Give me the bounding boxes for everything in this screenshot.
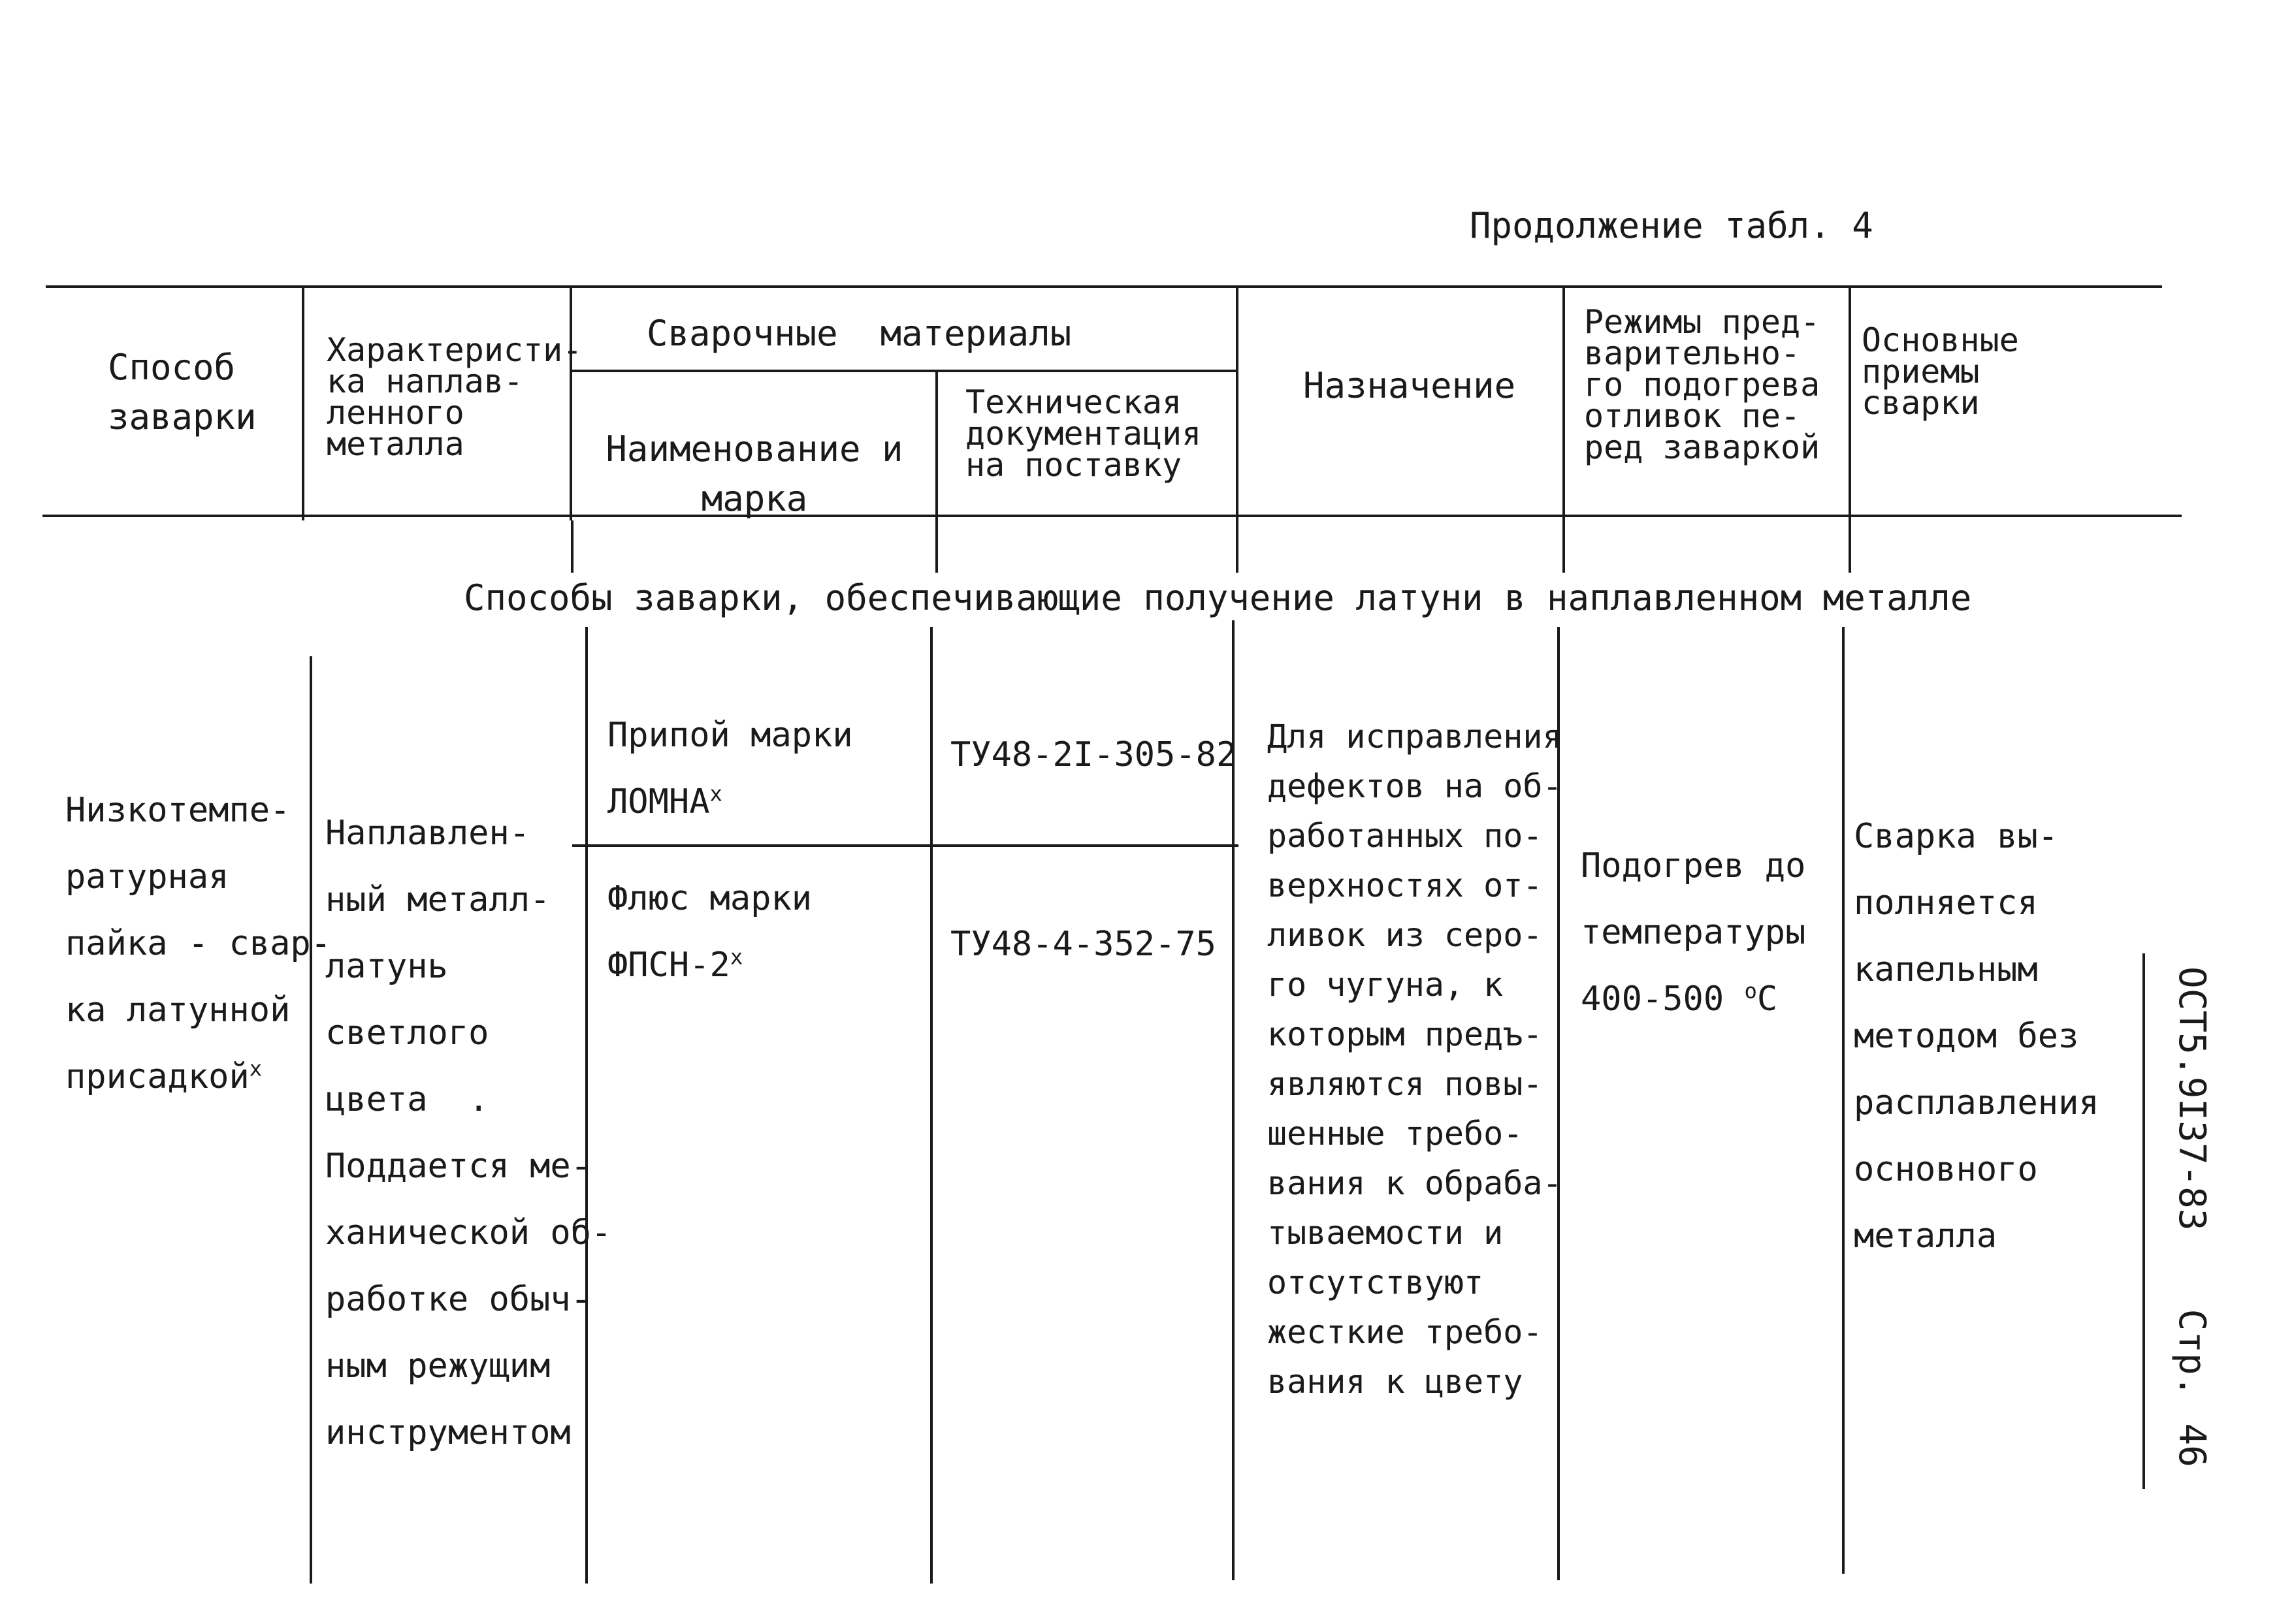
material-solder-line-2: ЛОМНА$^x$	[607, 781, 722, 821]
header-techniques-line-2: приемы	[1862, 353, 1980, 390]
stamp-page-number: 46	[2171, 1423, 2213, 1467]
body-col-divider-4a	[1236, 520, 1238, 573]
purpose-line-1: Для исправления	[1267, 718, 1562, 756]
header-docs-line-2: документация	[965, 415, 1202, 453]
techniques-line-4: методом без	[1854, 1017, 2079, 1056]
cell-characteristic	[325, 800, 611, 1466]
material-solder-line-1: Припой марки	[607, 716, 853, 755]
preheat-line-3: 400-500 $^o$C	[1581, 978, 1778, 1019]
purpose-line-14: вания к цвету	[1267, 1363, 1523, 1401]
materials-subheader-rule	[572, 370, 1238, 372]
header-docs-line-3: на поставку	[965, 446, 1182, 484]
header-name-line-2: марка	[701, 478, 808, 519]
header-characteristic-line-2: ка наплав-	[327, 362, 524, 400]
body-col-divider-5a	[1562, 520, 1565, 573]
table-top-rule	[46, 285, 2162, 288]
method-line-2: ратурная	[65, 857, 229, 897]
header-preheat-line-5: ред заваркой	[1584, 428, 1820, 466]
material-row-divider	[572, 844, 1238, 847]
header-techniques-line-1: Основные	[1862, 321, 2019, 359]
degree-sign: o	[1744, 978, 1757, 1004]
purpose-line-5: ливок из серо-	[1267, 916, 1543, 954]
purpose-line-8: являются повы-	[1267, 1065, 1543, 1103]
purpose-line-11: тываемости и	[1267, 1214, 1504, 1252]
characteristic-line-9: ным режущим	[325, 1346, 551, 1386]
purpose-line-3: работанных по-	[1267, 817, 1543, 855]
techniques-line-2: полняется	[1854, 884, 2038, 923]
cell-method	[65, 777, 331, 1110]
header-name-line-1: Наименование и	[606, 428, 903, 470]
header-name-and-grade	[575, 424, 934, 524]
purpose-line-2: дефектов на об-	[1267, 767, 1562, 805]
characteristic-line-4: светлого	[325, 1013, 489, 1053]
characteristic-line-8: работке обыч-	[325, 1280, 591, 1319]
header-docs-line-1: Техническая	[965, 383, 1182, 421]
header-bottom-rule	[42, 515, 2182, 517]
method-footnote-mark: x	[249, 1056, 263, 1081]
header-preheat-line-1: Режимы пред-	[1584, 303, 1820, 341]
purpose-line-13: жесткие требо-	[1267, 1313, 1543, 1351]
doc-flux-spec: ТУ48-4-352-75	[950, 925, 1216, 964]
header-col-divider-4	[1236, 285, 1238, 520]
cell-techniques	[1854, 803, 2099, 1269]
purpose-line-9: шенные требо-	[1267, 1115, 1523, 1153]
header-col-divider-6	[1849, 285, 1851, 520]
characteristic-line-1: Наплавлен-	[325, 814, 530, 853]
cell-material-solder	[607, 702, 853, 835]
margin-stamp	[2169, 966, 2214, 1467]
method-line-3: пайка - свар-	[65, 924, 331, 963]
header-technical-docs	[965, 382, 1201, 485]
purpose-line-12: отсутствуют	[1267, 1264, 1484, 1301]
purpose-line-4: верхностях от-	[1267, 867, 1543, 904]
cell-material-flux	[607, 865, 812, 998]
body-col-divider-2a	[571, 520, 574, 573]
header-method-line-2: заварки	[108, 396, 257, 438]
techniques-line-1: Сварка вы-	[1854, 817, 2059, 856]
header-techniques	[1862, 320, 2019, 423]
header-preheat-line-3: го подогрева	[1584, 366, 1820, 404]
characteristic-line-6: Поддается ме-	[325, 1147, 591, 1186]
cell-purpose	[1267, 712, 1562, 1407]
body-col-divider-3b	[930, 627, 933, 1584]
material-solder-footnote-mark: x	[709, 781, 722, 806]
header-welding-materials: Сварочные материалы	[647, 313, 1072, 354]
header-preheat	[1584, 302, 1820, 468]
header-method	[108, 343, 257, 442]
purpose-line-10: вания к обраба-	[1267, 1164, 1562, 1202]
header-col-divider-3	[935, 370, 938, 521]
header-techniques-line-3: сварки	[1862, 384, 1980, 422]
header-characteristic-line-4: металла	[327, 425, 464, 463]
header-purpose: Назначение	[1303, 365, 1516, 406]
preheat-line-1: Подогрев до	[1581, 846, 1806, 885]
method-line-4: ка латунной	[65, 991, 291, 1030]
continuation-label: Продолжение табл. 4	[1470, 205, 1873, 246]
doc-solder-spec: ТУ48-2I-305-82	[950, 735, 1237, 774]
techniques-line-3: капельным	[1854, 950, 2038, 989]
material-flux-line-2: ФПСН-2$^x$	[607, 944, 743, 985]
material-flux-line-1: Флюс марки	[607, 879, 813, 918]
stamp-doc-number: ОСТ5.9I37-83	[2171, 966, 2213, 1231]
purpose-line-7: которым предъ-	[1267, 1015, 1543, 1053]
purpose-line-6: го чугуна, к	[1267, 966, 1504, 1004]
body-col-divider-6b	[1842, 627, 1845, 1574]
characteristic-line-2: ный металл-	[325, 880, 551, 919]
celsius-unit: C	[1756, 979, 1778, 1019]
techniques-line-6: основного	[1854, 1150, 2038, 1189]
body-col-divider-3a	[935, 520, 938, 573]
header-preheat-line-4: отливок пе-	[1584, 397, 1801, 435]
header-col-divider-5	[1562, 285, 1565, 520]
characteristic-line-10: инструментом	[325, 1413, 571, 1452]
body-col-divider-6a	[1849, 520, 1851, 573]
stamp-page-label: Стр.	[2171, 1309, 2213, 1397]
section-title: Способы заварки, обеспечивающие получение латуни в наплавленном металле	[464, 577, 1972, 618]
header-preheat-line-2: варительно-	[1584, 334, 1801, 372]
header-method-line-1: Способ	[108, 347, 236, 388]
characteristic-line-7: ханической об-	[325, 1213, 612, 1252]
techniques-line-7: металла	[1854, 1217, 1997, 1256]
method-line-1: Низкотемпе-	[65, 791, 291, 830]
header-characteristic-line-1: Характеристи-	[327, 331, 583, 369]
material-flux-footnote-mark: x	[730, 944, 743, 970]
characteristic-line-3: латунь	[325, 947, 448, 986]
header-characteristic	[327, 330, 582, 464]
techniques-line-5: расплавления	[1854, 1083, 2099, 1122]
characteristic-line-5: цвета .	[325, 1080, 489, 1119]
header-col-divider-1	[302, 285, 304, 520]
method-line-5: присадкой$^x$	[65, 1056, 263, 1096]
cell-preheat	[1581, 833, 1805, 1032]
preheat-line-2: температуры	[1581, 913, 1806, 952]
header-characteristic-line-3: ленного	[327, 394, 464, 432]
